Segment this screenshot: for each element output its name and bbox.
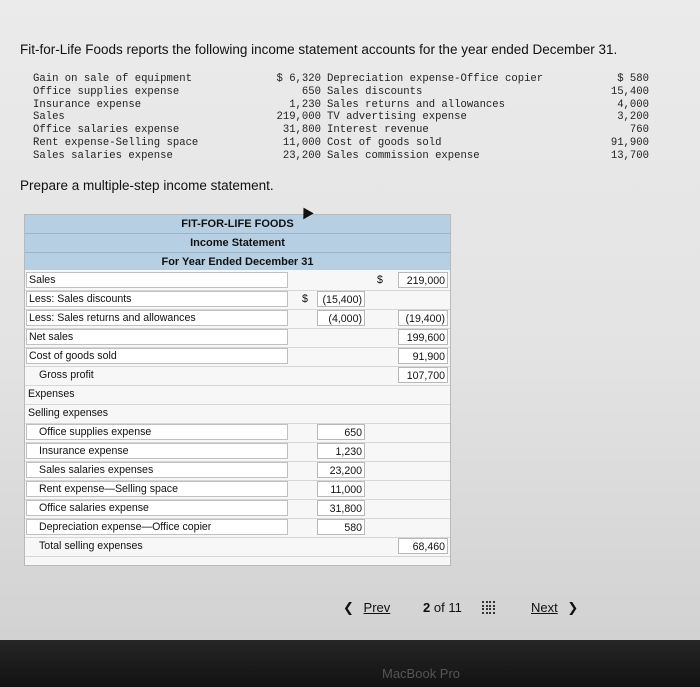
statement-row [25, 309, 450, 329]
account-value: 91,900 [610, 136, 649, 149]
problem-statement: Fit-for-Life Foods reports the following income statement accounts for the year ended December 31. [20, 42, 618, 57]
account-value: 4,000 [617, 98, 649, 111]
amount-input-col1[interactable] [317, 329, 365, 345]
row-label-select[interactable]: Insurance expense [26, 443, 288, 459]
statement-header [25, 215, 450, 270]
account-name: Rent expense-Selling space [33, 136, 199, 149]
amount-input-col2[interactable]: 107,700 [398, 367, 448, 383]
account-value: 23,200 [282, 149, 321, 162]
amount-input-col2[interactable] [398, 386, 448, 402]
statement-row [25, 328, 450, 348]
account-name: Cost of goods sold [327, 136, 442, 149]
row-label-select[interactable]: Depreciation expense—Office copier [26, 519, 288, 535]
amount-input-col2[interactable] [398, 500, 448, 516]
account-row [33, 137, 649, 150]
amount-input-col1[interactable] [317, 386, 365, 402]
account-name: Sales [33, 111, 65, 124]
account-name: Depreciation expense-Office copier [327, 73, 544, 85]
account-value: 3,200 [617, 111, 649, 124]
grid-icon[interactable] [482, 601, 495, 614]
statement-row [25, 385, 450, 405]
amount-input-col1[interactable] [317, 538, 365, 554]
page-indicator: 2 of 11 [423, 600, 462, 615]
account-value: 15,400 [610, 85, 649, 98]
amount-input-col1[interactable]: 1,230 [317, 443, 365, 459]
accounts-table [33, 73, 649, 163]
amount-input-col1[interactable]: 11,000 [317, 481, 365, 497]
row-label: Gross profit [39, 369, 94, 381]
account-value: 11,000 [282, 136, 321, 149]
account-row [33, 99, 649, 112]
amount-input-col2[interactable]: (19,400) [398, 310, 448, 326]
account-name: Gain on sale of equipment [33, 73, 192, 85]
account-value: 31,800 [282, 124, 321, 137]
amount-input-col1[interactable]: (15,400) [317, 291, 365, 307]
amount-input-col1[interactable]: 580 [317, 519, 365, 535]
statement-row [25, 499, 450, 519]
dollar-sign: $ [377, 274, 383, 286]
statement-row [25, 480, 450, 500]
row-label-select[interactable]: Sales salaries expenses [26, 462, 288, 478]
statement-row [25, 423, 450, 443]
amount-input-col1[interactable] [317, 348, 365, 364]
row-label-select[interactable]: Sales [26, 272, 288, 288]
row-label-select[interactable]: Rent expense—Selling space [26, 481, 288, 497]
amount-input-col2[interactable] [398, 481, 448, 497]
amount-input-col1[interactable]: 31,800 [317, 500, 365, 516]
next-button[interactable]: Next ❯ [531, 600, 579, 615]
amount-input-col2[interactable] [398, 405, 448, 421]
statement-row [25, 442, 450, 462]
amount-input-col2[interactable] [398, 443, 448, 459]
statement-row [25, 290, 450, 310]
account-name: Sales discounts [327, 85, 423, 98]
amount-input-col2[interactable] [398, 462, 448, 478]
account-value: $ 6,320 [276, 73, 321, 85]
statement-row [25, 271, 450, 291]
row-label: Selling expenses [28, 407, 109, 419]
row-label-select[interactable]: Less: Sales discounts [26, 291, 288, 307]
account-value: 650 [301, 85, 321, 98]
amount-input-col2[interactable]: 219,000 [398, 272, 448, 288]
account-row [33, 73, 649, 86]
company-name: FIT-FOR-LIFE FOODS [25, 215, 450, 234]
account-value: 760 [629, 124, 649, 137]
account-row [33, 111, 649, 124]
row-label-select[interactable]: Cost of goods sold [26, 348, 288, 364]
statement-period: For Year Ended December 31 [161, 256, 314, 268]
amount-input-col2[interactable] [398, 291, 448, 307]
account-row [33, 86, 649, 99]
account-row [33, 124, 649, 137]
statement-row [25, 518, 450, 538]
macbook-logo-text: MacBook Pro [382, 666, 461, 681]
account-name: Insurance expense [33, 98, 142, 111]
account-name: Sales returns and allowances [327, 98, 506, 111]
row-label-select[interactable]: Office salaries expense [26, 500, 288, 516]
row-label-select[interactable]: Net sales [26, 329, 288, 345]
row-label-select[interactable]: Less: Sales returns and allowances [26, 310, 288, 326]
amount-input-col1[interactable] [317, 272, 365, 288]
account-name: Sales commission expense [327, 149, 480, 162]
amount-input-col2[interactable]: 68,460 [398, 538, 448, 554]
account-value: 13,700 [610, 149, 649, 162]
instruction-text: Prepare a multiple-step income statement. [20, 178, 274, 193]
account-value: 219,000 [276, 111, 321, 124]
amount-input-col2[interactable] [398, 519, 448, 535]
statement-row [25, 366, 450, 386]
row-label: Expenses [28, 388, 75, 400]
amount-input-col2[interactable]: 91,900 [398, 348, 448, 364]
row-label-select[interactable]: Office supplies expense [26, 424, 288, 440]
account-value: 1,230 [289, 98, 321, 111]
amount-input-col1[interactable] [317, 367, 365, 383]
row-label: Total selling expenses [39, 540, 143, 552]
amount-input-col1[interactable]: (4,000) [317, 310, 365, 326]
account-row [33, 150, 649, 163]
account-value: $ 580 [617, 73, 649, 85]
account-name: TV advertising expense [327, 111, 467, 124]
laptop-bezel [0, 640, 700, 687]
dollar-sign: $ [302, 293, 308, 305]
amount-input-col2[interactable] [398, 424, 448, 440]
amount-input-col1[interactable] [317, 405, 365, 421]
statement-row [25, 537, 450, 557]
amount-input-col2[interactable]: 199,600 [398, 329, 448, 345]
amount-input-col1[interactable]: 650 [317, 424, 365, 440]
statement-row [25, 404, 450, 424]
account-name: Interest revenue [327, 124, 429, 137]
prev-button[interactable]: ❮ Prev [343, 600, 391, 615]
amount-input-col1[interactable]: 23,200 [317, 462, 365, 478]
statement-row [25, 347, 450, 367]
statement-title: Income Statement [25, 234, 450, 253]
income-statement-form [24, 214, 451, 566]
account-name: Office salaries expense [33, 124, 180, 137]
chevron-right-icon: ❯ [567, 600, 579, 615]
account-name: Office supplies expense [33, 85, 180, 98]
account-name: Sales salaries expense [33, 149, 173, 162]
chevron-left-icon: ❮ [343, 600, 354, 615]
statement-row [25, 461, 450, 481]
